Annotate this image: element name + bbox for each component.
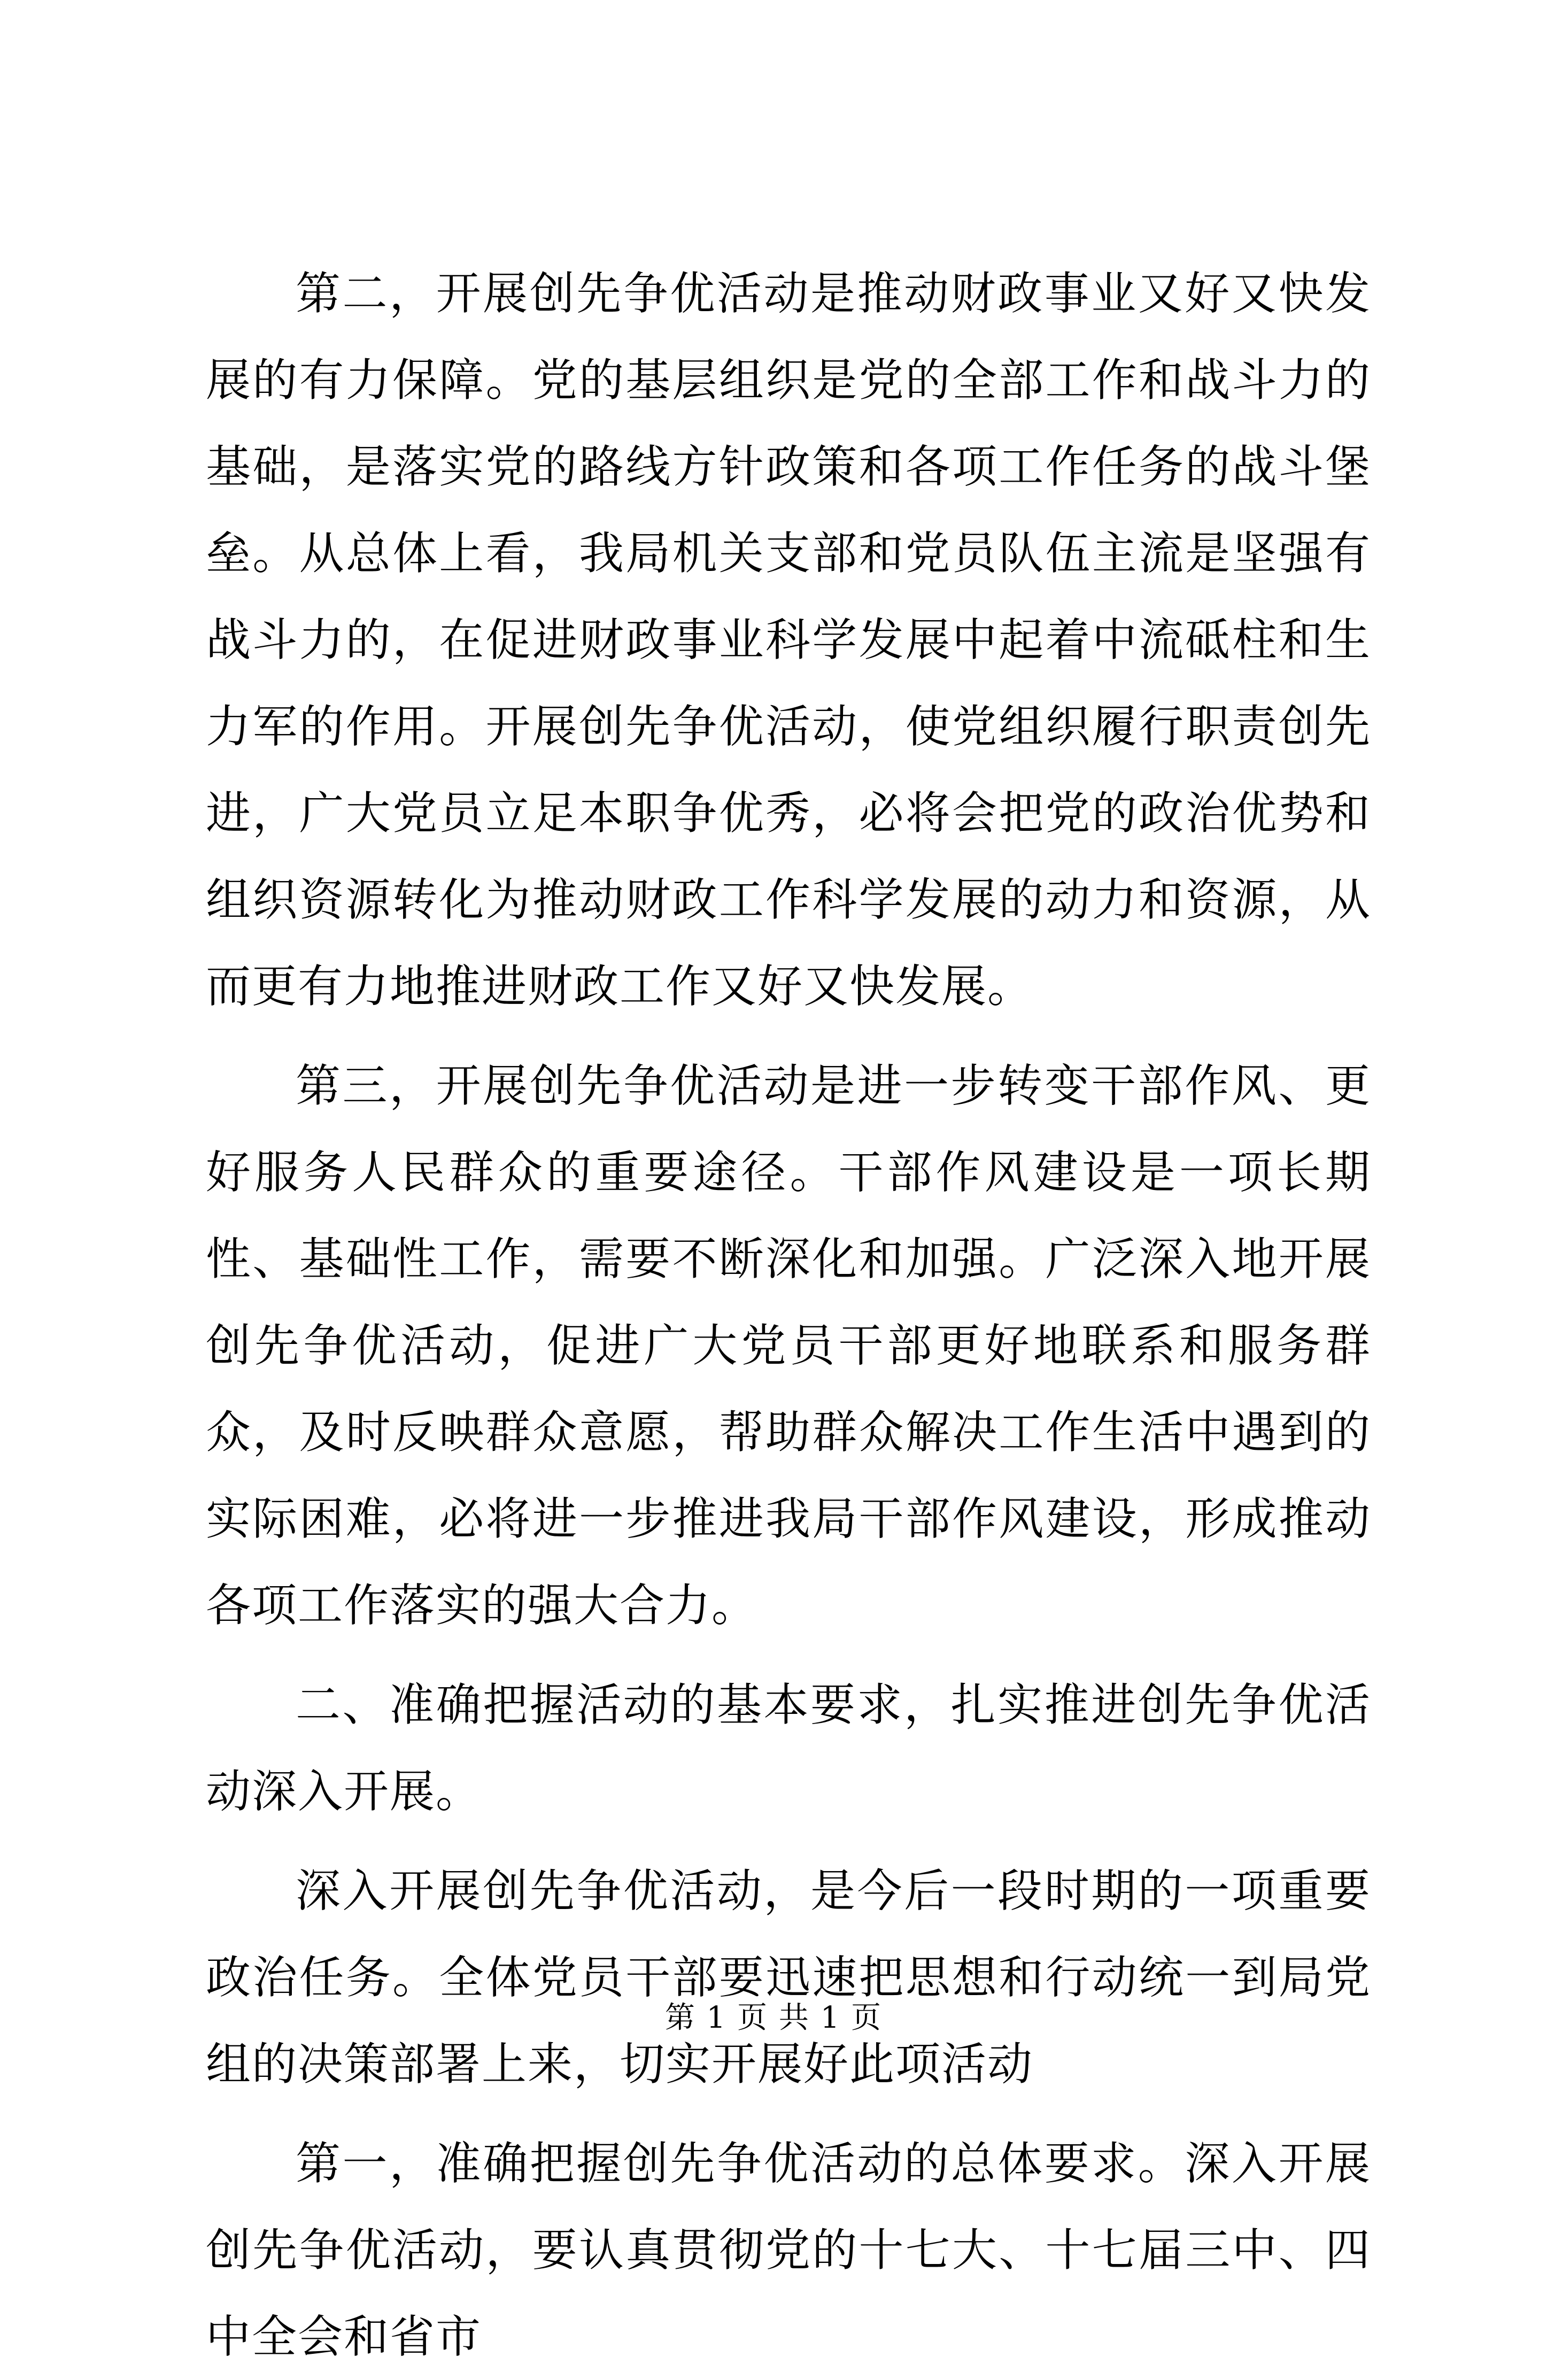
document-body [206,250,1371,2380]
paragraph-first-point: 第一，准确把握创先争优活动的总体要求。深入开展创先争优活动，要认真贯彻党的十七大、十七届三中、四中全会和省市 [206,2137,1371,2363]
paragraph-third-point: 第三，开展创先争优活动是进一步转变干部作风、更好服务人民群众的重要途径。干部作风建设是一项长期性、基础性工作，需要不断深化和加强。广泛深入地开展创先争优活动，促进广大党员干部更好地联系和服务群众，及时反映群众意愿，帮助群众解决工作生活中遇到的实际困难，必将进一步推进我局干部作风建设，形成推动各项工作落实的强大合力。 [206,1060,1371,1632]
section-heading-two: 二、准确把握活动的基本要求，扎实推进创先争优活动深入开展。 [206,1679,1371,1818]
page-footer: 第 1 页 共 1 页 [664,2000,883,2035]
paragraph-second-point: 第二，开展创先争优活动是推动财政事业又好又快发展的有力保障。党的基层组织是党的全部工作和战斗力的基础，是落实党的路线方针政策和各项工作任务的战斗堡垒。从总体上看，我局机关支部和党员队伍主流是坚强有战斗力的，在促进财政事业科学发展中起着中流砥柱和生力军的作用。开展创先争优活动，使党组织履行职责创先进，广大党员立足本职争优秀，必将会把党的政治优势和组织资源转化为推动财政工作科学发展的动力和资源，从而更有力地推进财政工作又好又快发展。 [206,267,1371,1013]
paragraph-intro: 深入开展创先争优活动，是今后一段时期的一项重要政治任务。全体党员干部要迅速把思想和行动统一到局党组的决策部署上来，切实开展好此项活动 [206,1865,1371,2090]
